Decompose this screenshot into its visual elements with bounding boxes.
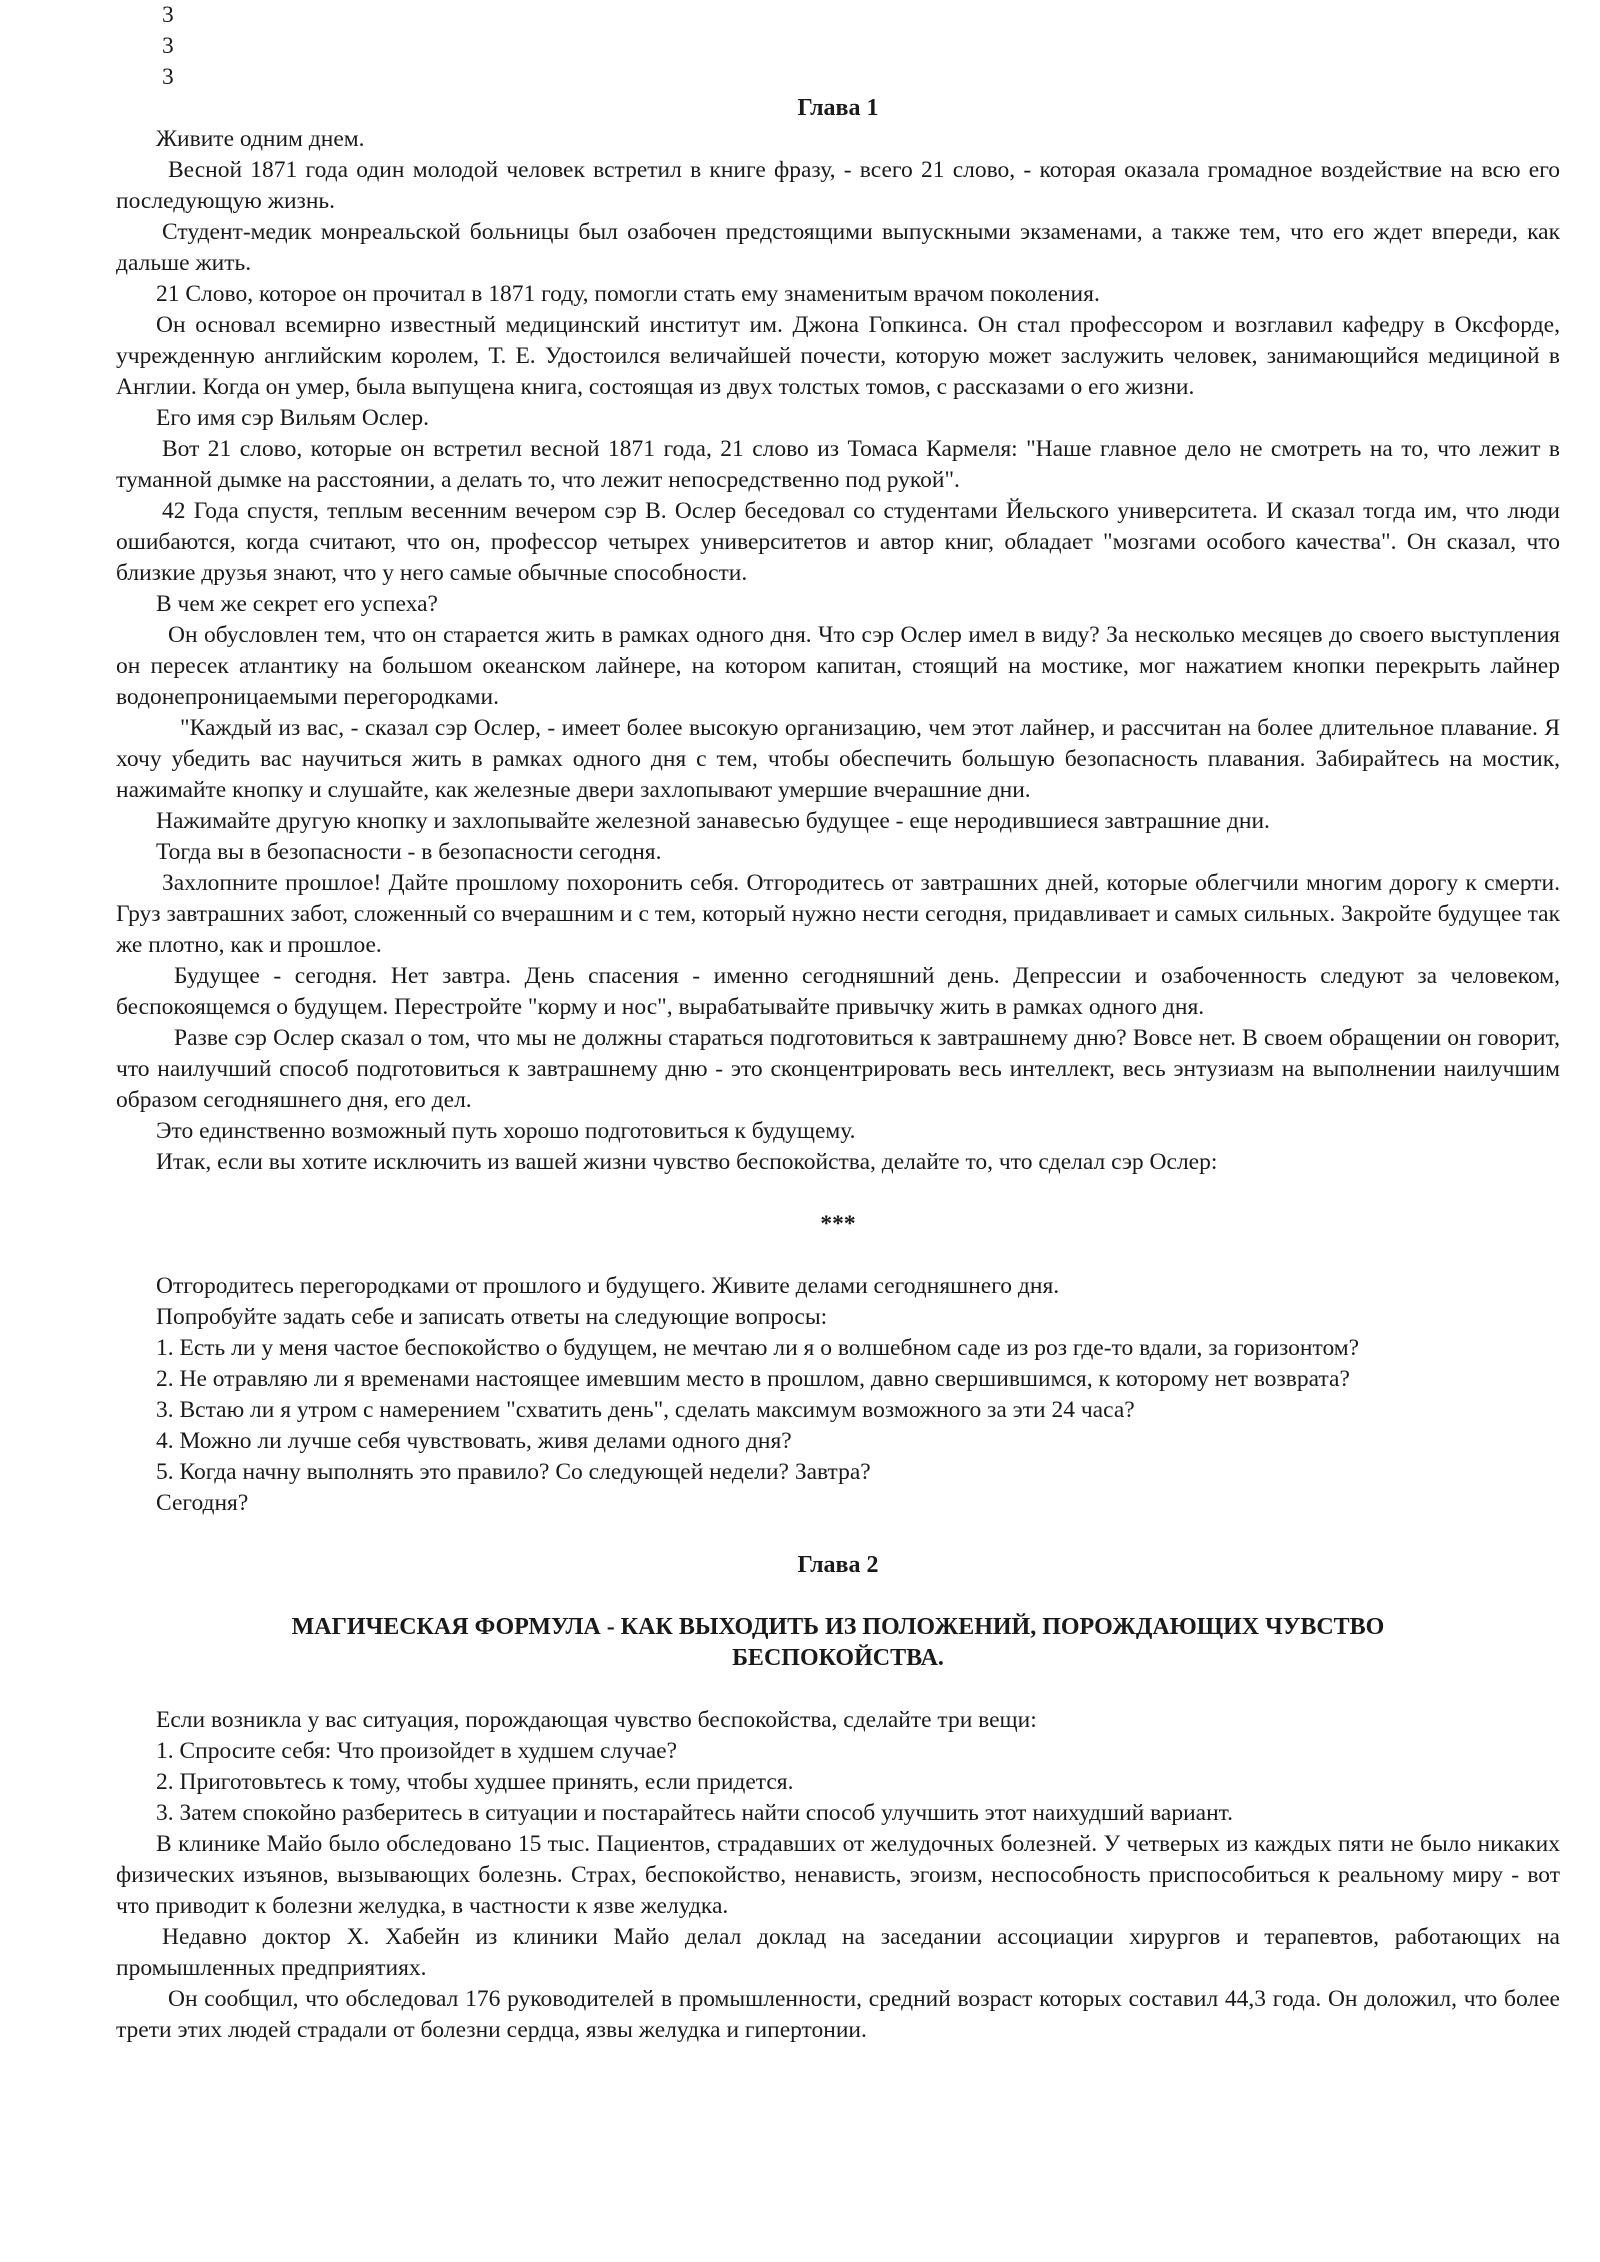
paragraph: Он основал всемирно известный медицинский институт им. Джона Гопкинса. Он стал профессором и возглавил кафедру в Оксфорде, учрежденную английским королем, Т. Е. Удостоился величайшей почести, которую может заслужить человек, занимающийся медициной в Англии. Когда он умер, была выпущена книга, состоящая из двух толстых томов, с рассказами о его жизни. [116, 312, 1560, 400]
page-number: 3 [162, 33, 174, 59]
spacer [116, 1674, 1560, 1705]
list-item: 1. Есть ли у меня частое беспокойство о будущем, не мечтаю ли я о волшебном саде из роз где-то вдали, за горизонтом? [156, 1335, 1360, 1361]
paragraph: Студент-медик монреальской больницы был озабочен предстоящими выпускными экзаменами, а также тем, что его ждет впереди, как дальше жить. [116, 219, 1560, 276]
paragraph: В чем же секрет его успеха? [156, 591, 438, 617]
paragraph: Нажимайте другую кнопку и захлопывайте железной занавесью будущее - еще неродившиеся завтрашние дни. [156, 808, 1270, 834]
paragraph: Недавно доктор Х. Хабейн из клиники Майо делал доклад на заседании ассоциации хирургов и терапевтов, работающих на промышленных предприятиях. [116, 1924, 1560, 1981]
paragraph: "Каждый из вас, - сказал сэр Ослер, - имеет более высокую организацию, чем этот лайнер, и рассчитан на более длительное плавание. Я хочу убедить вас научиться жить в рамках одного дня с тем, чтобы обеспечить большую безопасность плавания. Забирайтесь на мостик, нажимайте кнопку и слушайте, как железные двери захлопывают умершие вчерашние дни. [116, 715, 1560, 803]
paragraph: 42 Года спустя, теплым весенним вечером сэр В. Ослер беседовал со студентами Йельского университета. И сказал тогда им, что люди ошибаются, когда считают, что он, профессор четырех университетов и автор книг, обладает "мозгами особого качества". Он сказал, что близкие друзья знают, что у него самые обычные способности. [116, 498, 1560, 586]
paragraph: Сегодня? [156, 1490, 249, 1516]
spacer [116, 1519, 1560, 1550]
chapter-2-title-line-2: БЕСПОКОЙСТВА. [732, 1645, 944, 1671]
paragraph: Тогда вы в безопасности - в безопасности сегодня. [156, 839, 662, 865]
paragraph: Живите одним днем. [156, 126, 365, 152]
paragraph: Он обусловлен тем, что он старается жить в рамках одного дня. Что сэр Ослер имел в виду? За несколько месяцев до своего выступления он пересек атлантику на большом океанском лайнере, на котором капитан, стоящий на мостике, мог нажатием кнопки перекрыть лайнер водонепроницаемыми перегородками. [116, 622, 1560, 710]
paragraph: Захлопните прошлое! Дайте прошлому похоронить себя. Отгородитесь от завтрашних дней, которые облегчили многим дорогу к смерти. Груз завтрашних забот, сложенный со вчерашним и с тем, который нужно нести сегодня, придавливает и самых сильных. Закройте будущее так же плотно, как и прошлое. [116, 870, 1560, 958]
list-item: 5. Когда начну выполнять это правило? Со следующей недели? Завтра? [156, 1459, 871, 1485]
paragraph: Итак, если вы хотите исключить из вашей жизни чувство беспокойства, делайте то, что сделал сэр Ослер: [156, 1149, 1218, 1175]
paragraph: Это единственно возможный путь хорошо подготовиться к будущему. [156, 1118, 856, 1144]
list-item: 3. Встаю ли я утром с намерением "схватить день", сделать максимум возможного за эти 24 часа? [156, 1397, 1135, 1423]
chapter-2-title-line-1: МАГИЧЕСКАЯ ФОРМУЛА - КАК ВЫХОДИТЬ ИЗ ПОЛОЖЕНИЙ, ПОРОЖДАЮЩИХ ЧУВСТВО [291, 1614, 1385, 1640]
paragraph: Он сообщил, что обследовал 176 руководителей в промышленности, средний возраст которых составил 44,3 года. Он доложил, что более трети этих людей страдали от болезни сердца, язвы желудка и гипертонии. [116, 1986, 1560, 2043]
page-number: 3 [162, 2, 174, 28]
paragraph: 21 Слово, которое он прочитал в 1871 году, помогли стать ему знаменитым врачом поколения. [156, 281, 1100, 307]
document-page [116, 0, 1560, 2046]
page-number-block [162, 0, 1560, 93]
paragraph: Весной 1871 года один молодой человек встретил в книге фразу, - всего 21 слово, - которая оказала громадное воздействие на всю его последующую жизнь. [116, 157, 1560, 214]
paragraph: Отгородитесь перегородками от прошлого и будущего. Живите делами сегодняшнего дня. [156, 1273, 1060, 1299]
paragraph: Попробуйте задать себе и записать ответы на следующие вопросы: [156, 1304, 828, 1330]
list-item: 4. Можно ли лучше себя чувствовать, живя делами одного дня? [156, 1428, 792, 1454]
chapter-1-heading: Глава 1 [797, 95, 879, 121]
spacer [116, 1240, 1560, 1271]
spacer [116, 1178, 1560, 1209]
paragraph: Если возникла у вас ситуация, порождающая чувство беспокойства, сделайте три вещи: [156, 1707, 1037, 1733]
paragraph: Разве сэр Ослер сказал о том, что мы не должны стараться подготовиться к завтрашнему дню? Вовсе нет. В своем обращении он говорит, что наилучший способ подготовиться к завтрашнему дню - это сконцентрировать весь интеллект, весь энтузиазм на выполнении наилучшим образом сегодняшнего дня, его дел. [116, 1025, 1560, 1113]
spacer [116, 1581, 1560, 1612]
list-item: 2. Приготовьтесь к тому, чтобы худшее принять, если придется. [156, 1769, 794, 1795]
section-separator: *** [820, 1211, 856, 1237]
list-item: 3. Затем спокойно разберитесь в ситуации и постарайтесь найти способ улучшить этот наихудший вариант. [156, 1800, 1234, 1826]
paragraph: Будущее - сегодня. Нет завтра. День спасения - именно сегодняшний день. Депрессии и озабоченность следуют за человеком, беспокоящемся о будущем. Перестройте "корму и нос", вырабатывайте привычку жить в рамках одного дня. [116, 963, 1560, 1020]
paragraph: В клинике Майо было обследовано 15 тыс. Пациентов, страдавших от желудочных болезней. У четверых из каждых пяти не было никаких физических изъянов, вызывающих болезнь. Страх, беспокойство, ненависть, эгоизм, неспособность приспособиться к реальному миру - вот что приводит к болезни желудка, в частности к язве желудка. [116, 1831, 1560, 1919]
page-number: 3 [162, 64, 174, 90]
paragraph: Его имя сэр Вильям Ослер. [156, 405, 430, 431]
list-item: 2. Не отравляю ли я временами настоящее имевшим место в прошлом, давно свершившимся, к которому нет возврата? [156, 1366, 1350, 1392]
chapter-2-heading: Глава 2 [797, 1552, 879, 1578]
paragraph: Вот 21 слово, которые он встретил весной 1871 года, 21 слово из Томаса Кармеля: "Наше главное дело не смотреть на то, что лежит в туманной дымке на расстоянии, а делать то, что лежит непосредственно под рукой". [116, 436, 1560, 493]
list-item: 1. Спросите себя: Что произойдет в худшем случае? [156, 1738, 678, 1764]
